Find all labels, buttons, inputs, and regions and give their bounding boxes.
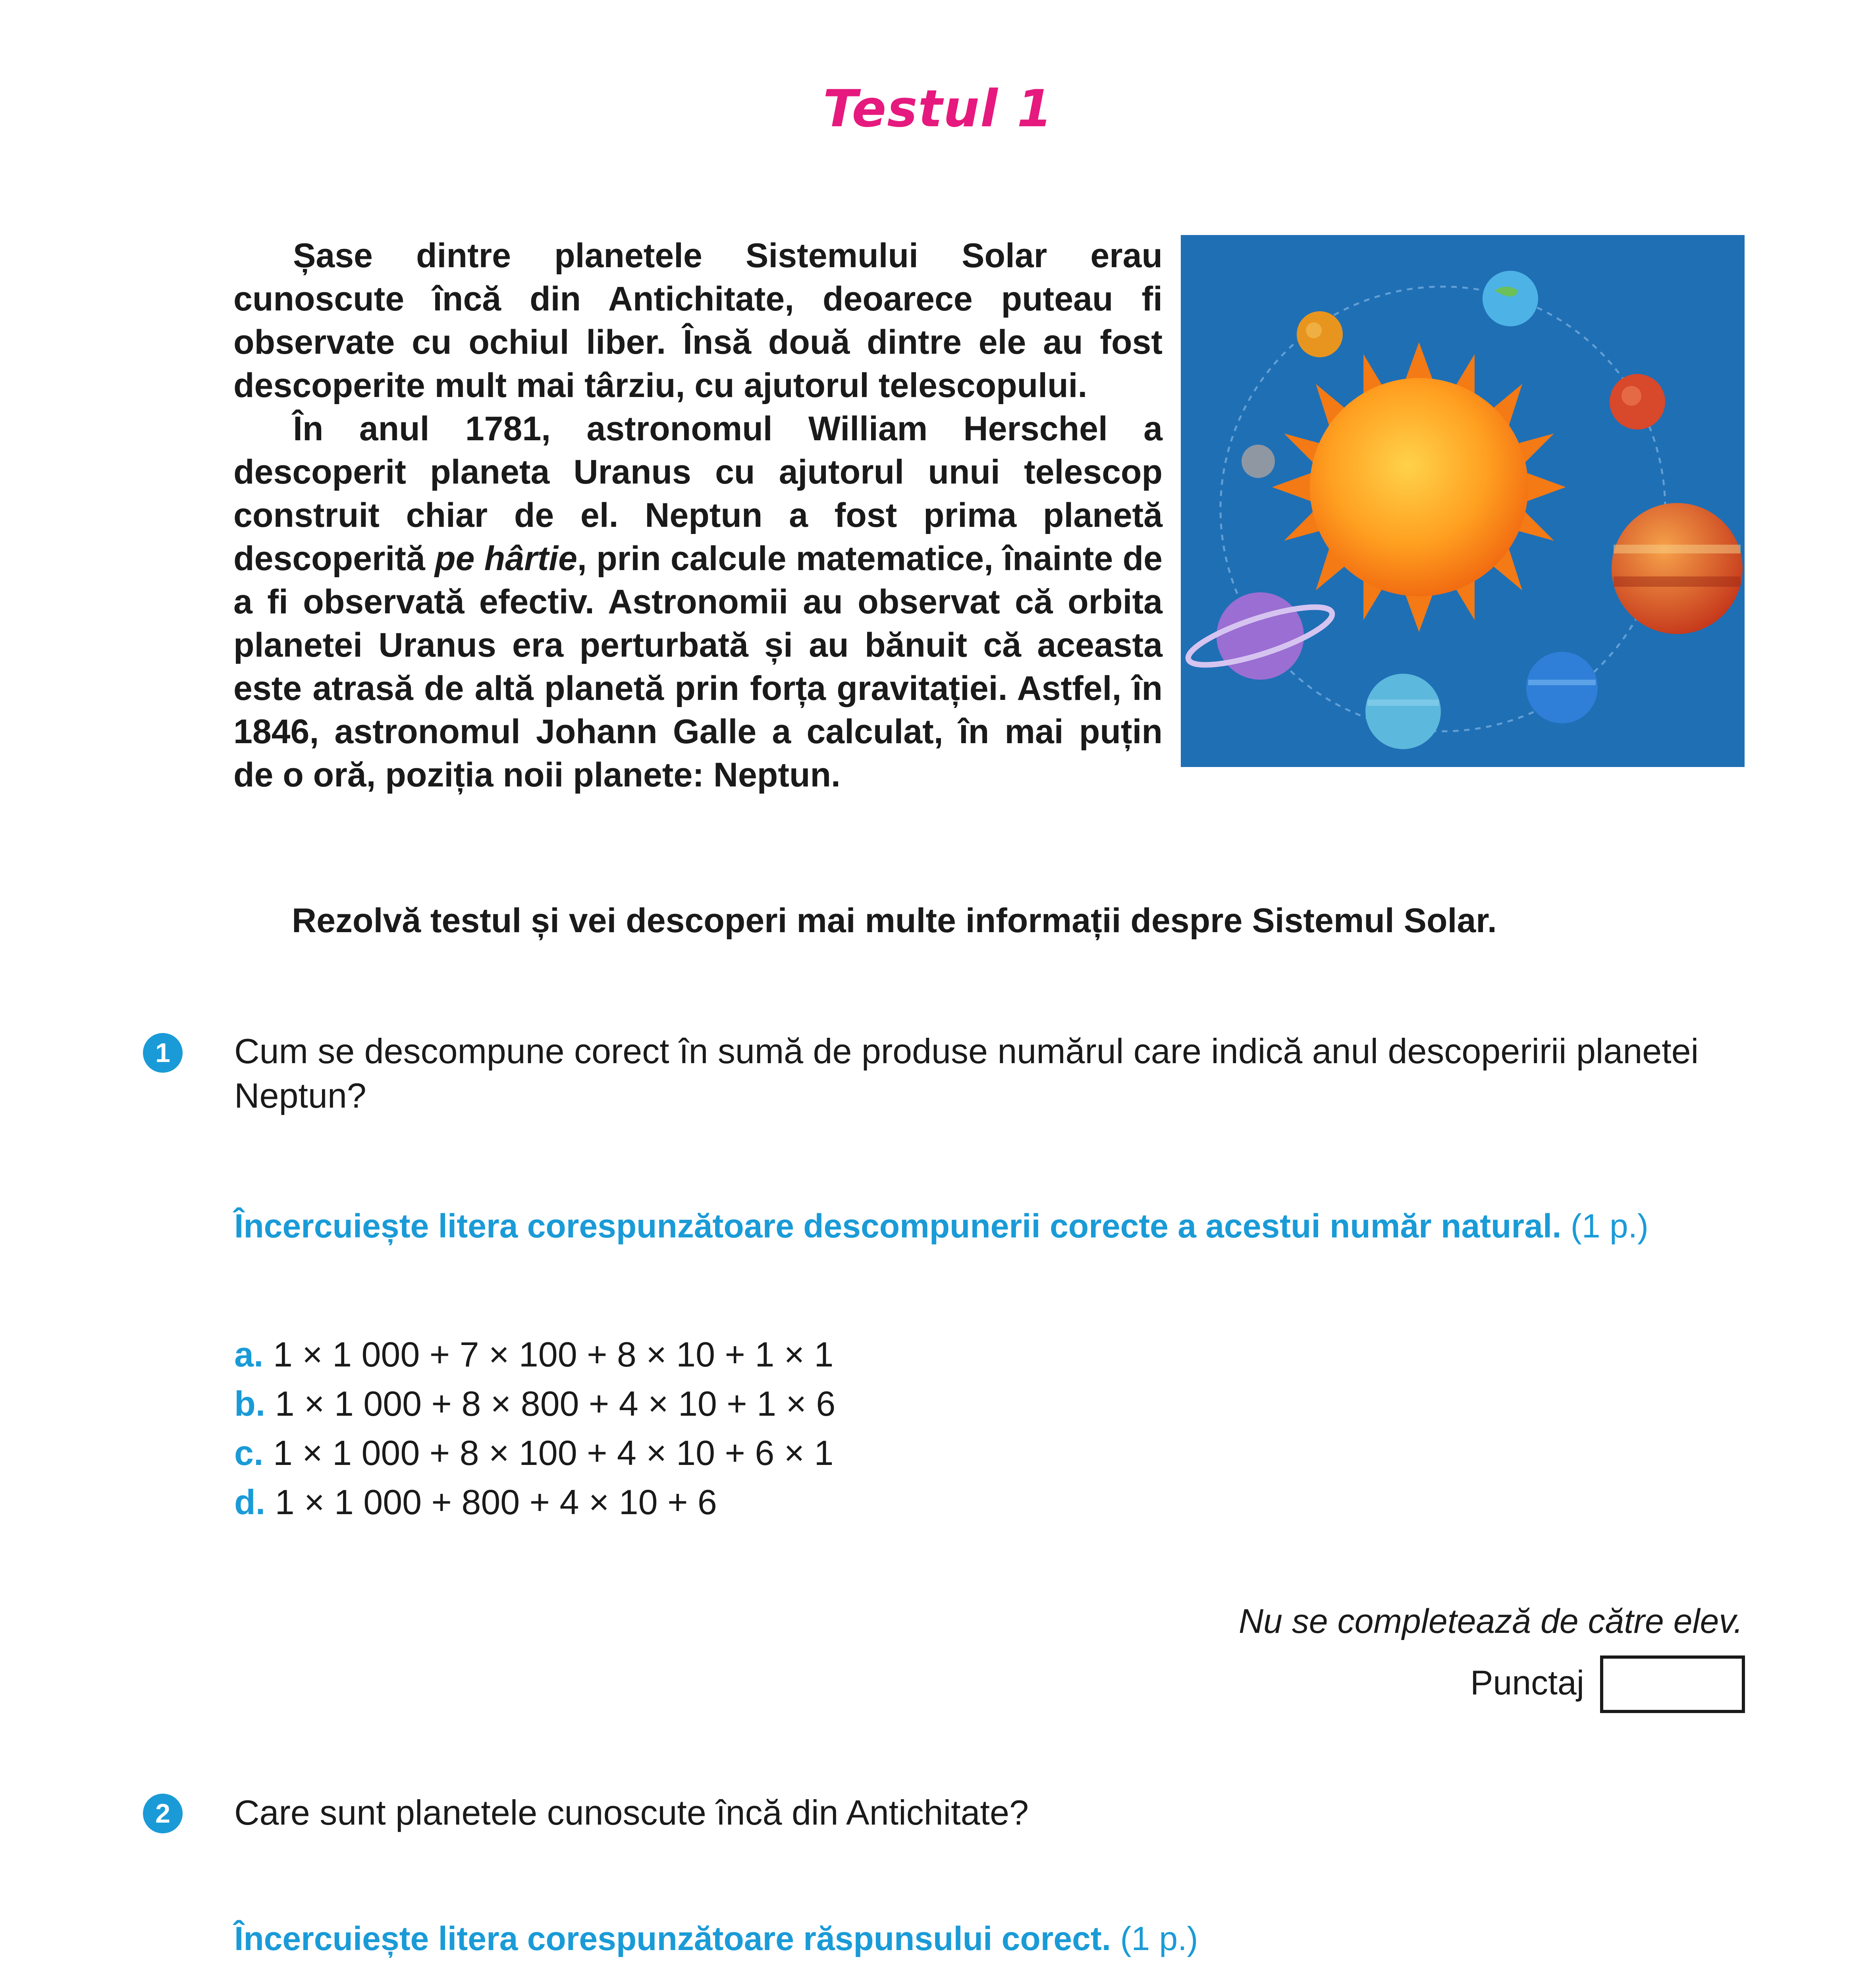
option-a[interactable]: a. 1 × 1 000 + 7 × 100 + 8 × 10 + 1 × 1 <box>234 1335 834 1374</box>
question-text-2: Care sunt planetele cunoscute încă din Antichitate? <box>234 1793 1029 1832</box>
option-b[interactable]: b. 1 × 1 000 + 8 × 800 + 4 × 10 + 1 × 6 <box>234 1384 836 1423</box>
page-title: Testul 1 <box>823 79 1053 139</box>
question-number-2: 2 <box>143 1794 183 1833</box>
teacher-note-1: Nu se completează de către elev. <box>1239 1602 1743 1640</box>
question-instruction-1: Încercuiește litera corespunzătoare descompunerii corecte a acestui număr natural. (1 p.) <box>234 1207 1648 1245</box>
question-options-1 <box>234 1330 835 1527</box>
intro-paragraph-1: Șase dintre planetele Sistemului Solar erau cunoscute încă din Antichitate, deoarece puteau fi observate cu ochiul liber. Însă două dintre ele au fost descoperite mult mai târziu, cu ajutorul telescopului. <box>233 237 1163 405</box>
question-text-1: Cum se descompune corect în sumă de produse numărul care indică anul descoperirii planetei Neptun? <box>234 1031 1699 1115</box>
solar-system-illustration <box>1181 235 1745 767</box>
option-d[interactable]: d. 1 × 1 000 + 800 + 4 × 10 + 6 <box>234 1482 717 1522</box>
question-number-1: 1 <box>143 1033 183 1073</box>
score-box-1[interactable] <box>1600 1655 1745 1713</box>
call-to-action: Rezolvă testul și vei descoperi mai multe informații despre Sistemul Solar. <box>292 902 1497 940</box>
option-c[interactable]: c. 1 × 1 000 + 8 × 100 + 4 × 10 + 6 × 1 <box>234 1433 834 1472</box>
intro-text <box>233 234 1163 797</box>
score-label-1: Punctaj <box>1470 1664 1584 1702</box>
intro-paragraph-2: În anul 1781, astronomul William Herschel a descoperit planeta Uranus cu ajutorul unui telescop construit chiar de el. Neptun a fost prima planetă descoperită pe hârtie, prin calcule matematice, înainte de a fi observată efectiv. Astronomii au observat că orbita planetei Uranus era perturbată și au bănuit că aceasta este atrasă de altă planetă prin forța gravitației. Astfel, în 1846, astronomul Johann Galle a calculat, în mai puțin de o oră, poziția noii planete: Neptun. <box>233 410 1163 794</box>
question-instruction-2: Încercuiește litera corespunzătoare răspunsului corect. (1 p.) <box>234 1920 1198 1957</box>
